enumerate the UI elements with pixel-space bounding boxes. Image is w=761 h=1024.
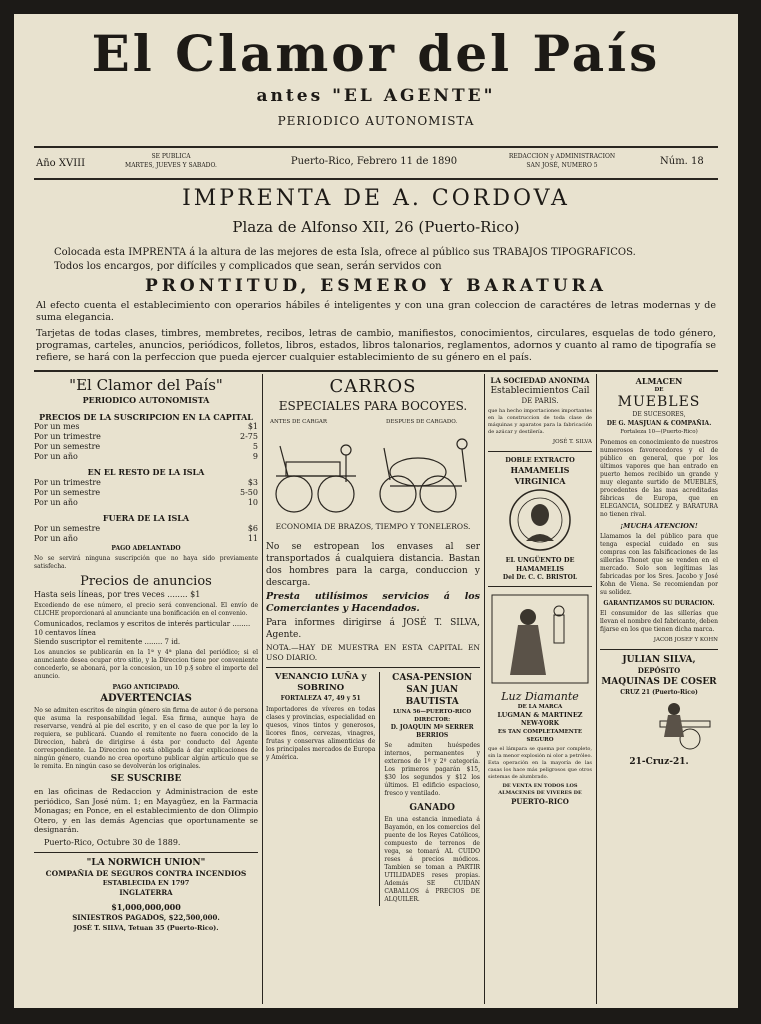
pension-title: CASA-PENSION bbox=[392, 673, 473, 683]
carros-especiales: ESPECIALES PARA BOCOYES. bbox=[278, 399, 468, 413]
imprenta-line3: Al efecto cuenta el establecimiento con operarios hábiles é inteligentes y con una gran coleccion de caractéres de letras modernas y de suma elegancia. bbox=[36, 300, 716, 323]
norwich-established: ESTABLECIDA EN 1797 bbox=[102, 878, 190, 887]
lamp-woman-illustration bbox=[488, 591, 592, 687]
newspaper-subtitle: antes "EL AGENTE" bbox=[256, 86, 496, 106]
divider bbox=[266, 667, 480, 668]
bristol-name: Del Dr. C. C. BRISTOL bbox=[502, 574, 578, 581]
no-sirve-note: No se servirá ninguna suscripción que no haya sido previamente satisfecha. bbox=[34, 555, 258, 570]
price-row bbox=[34, 432, 258, 442]
column-carros bbox=[266, 376, 480, 1004]
cruz-footer: 21-Cruz-21. bbox=[629, 757, 689, 767]
price-label: Por un trimestre bbox=[34, 478, 101, 487]
divider bbox=[34, 852, 258, 853]
deposito: DEPÓSITO bbox=[637, 666, 681, 675]
price-row bbox=[34, 478, 258, 488]
divider bbox=[488, 586, 592, 587]
price-value: 5 bbox=[252, 442, 258, 451]
capital-prices-title: PRECIOS DE LA SUSCRIPCION EN LA CAPITAL bbox=[39, 412, 253, 422]
norwich-capital: $1,000,000,000 bbox=[111, 901, 181, 912]
place-date: Puerto-Rico, Febrero 11 de 1890 bbox=[290, 156, 458, 167]
lugman-name: LUGMAN & MARTINEZ bbox=[497, 711, 583, 719]
office-address: REDACCION y ADMINISTRACION SAN JOSÉ, NUMERO 5 bbox=[508, 153, 616, 169]
price-row bbox=[34, 452, 258, 462]
price-row bbox=[34, 534, 258, 544]
cruz-address: CRUZ 21 (Puerto-Rico) bbox=[620, 689, 698, 696]
pension-ad bbox=[380, 672, 480, 906]
suscribe-title: SE SUSCRIBE bbox=[110, 774, 182, 784]
isla-prices-title: EN EL RESTO DE LA ISLA bbox=[87, 467, 205, 477]
venancio-address: FORTALEZA 47, 49 y 51 bbox=[280, 695, 361, 702]
muebles-text: Ponemos en conocimiento de nuestros numerosos favorecedores y el de público en general, que por los últimos vapores que han entrado en puerto hemos recibido un grande y muy elegante surtido de MUEBLES, procedentes de las mas acreditadas fábricas de Europa, que en ELEGANCIA, SOLIDEZ y BARATURA no tienen rival. bbox=[600, 439, 718, 518]
anuncios-text: Excediendo de ese número, el precio será convencional. El envío de CLICHE proporcionará al anunciante una bonificación en el convenio. bbox=[34, 602, 258, 617]
norwich-country: INGLATERRA bbox=[119, 887, 173, 897]
norwich-company: COMPAÑIA DE SEGUROS CONTRA INCENDIOS bbox=[45, 868, 247, 878]
newspaper-page bbox=[14, 14, 738, 1008]
masthead-rule-bottom bbox=[34, 178, 718, 180]
column-ads bbox=[488, 376, 592, 1004]
column-subscription bbox=[34, 376, 258, 1004]
price-value: $6 bbox=[247, 524, 258, 533]
issue-number: Núm. 18 bbox=[660, 156, 704, 167]
venancio-ad bbox=[266, 672, 380, 906]
anuncios-title: Precios de anuncios bbox=[80, 574, 212, 589]
julian-title: JULIAN SILVA, bbox=[622, 655, 696, 665]
column-rule-3 bbox=[596, 374, 597, 1004]
imprenta-line2: Todos los encargos, por difíciles y complicados que sean, serán servidos con bbox=[54, 261, 442, 272]
carros-captions bbox=[266, 414, 480, 432]
suscriptor-remitente: Siendo suscriptor el remitente ........ 7 id. bbox=[34, 638, 181, 646]
almacen-title: ALMACEN bbox=[635, 376, 683, 386]
price-label: Por un semestre bbox=[34, 442, 101, 451]
venta-city: PUERTO-RICO bbox=[511, 797, 569, 806]
publication-days: SE PUBLICA MARTES, JUEVES Y SABADO. bbox=[125, 153, 217, 169]
price-value: 11 bbox=[247, 534, 258, 543]
fuera-prices-title: FUERA DE LA ISLA bbox=[102, 513, 190, 523]
price-value: 2-75 bbox=[240, 432, 258, 441]
imprenta-address: Plaza de Alfonso XII, 26 (Puerto-Rico) bbox=[232, 218, 520, 236]
sociedad-text: que ha hecho importaciones importantes en la construccion de toda clase de máquinas y aparatos para la fabricación de azúcar y destilería. bbox=[488, 408, 592, 435]
price-label: Por un semestre bbox=[34, 524, 101, 533]
luz-text: que el lámpara se quema por completo, sin la menor explosión ni olor a petróleo. Esta operación en la mayoría de las casas los hace más peligrosos que otros sistemas de alumbrado. bbox=[488, 746, 592, 780]
price-row bbox=[34, 488, 258, 498]
antes-label: ANTES DE CARGAR bbox=[270, 419, 327, 425]
anuncios-rules: Los anuncios se publicarán en la 1ª y 4ª plana del periódico; si el anunciante desea ocupar otro sitio, y la Direccion tiene por conveniente concederlo, se abonará, por la concesion, un 10 p.§ sobre el importe del anuncio. bbox=[34, 649, 258, 680]
pago-anticipado: PAGO ANTICIPADO. bbox=[112, 684, 180, 691]
pension-name: SAN JUAN BAUTISTA bbox=[405, 685, 459, 707]
imprenta-motto: PRONTITUD, ESMERO Y BARATURA bbox=[145, 276, 607, 296]
economia: ECONOMIA DE BRAZOS, TIEMPO Y TONELEROS. bbox=[275, 522, 471, 531]
price-row bbox=[34, 498, 258, 508]
newspaper-tagline: PERIODICO AUTONOMISTA bbox=[277, 114, 475, 128]
advertencias-text: No se admiten escritos de ningún género sin firma de autor ó de persona que asuma la responsabilidad legal. Esa firma, aunque haya de reservarse, vendrá al pie del escrito, y en el caso de que por la ley lo requiera, se publicará. Cuando el remitente no fuera conocido de la Direccion, habrá de dirigirse á ésta por conducto del Agente correspondiente. La Direccion no está obligada á dar explicaciones de ningún género, cuando no crea oportuno publicar algún artículo que se le remita. En ningún caso se devolverán los originales. bbox=[34, 707, 258, 770]
price-label: Por un semestre bbox=[34, 488, 101, 497]
masjuan: DE G. MASJUAN & COMPAÑIA. bbox=[606, 420, 712, 427]
carros-informes: Para informes dirigirse á JOSÉ T. SILVA, Agente. bbox=[266, 618, 480, 640]
carros-text1: No se estropean los envases al ser transportados á cualquiera distancia. Bastan dos hombres para la carga, conduccion y descarga. bbox=[266, 542, 480, 588]
divider bbox=[600, 649, 718, 650]
masthead-rule-top bbox=[34, 146, 718, 148]
doble-extracto: DOBLE EXTRACTO bbox=[505, 456, 575, 464]
price-value: $3 bbox=[247, 478, 258, 487]
pension-director-label: DIRECTOR: bbox=[414, 717, 451, 723]
cail-title: Establecimientos Cail bbox=[490, 386, 590, 396]
price-label: Por un año bbox=[34, 498, 78, 507]
carros-title: CARROS bbox=[329, 376, 417, 397]
sociedad-title: LA SOCIEDAD ANONIMA bbox=[490, 376, 590, 385]
venancio-text: Importadores de víveres en todas clases y provincias, especialidad en quesos, vinos tintos y generosos, licores finos, cervezas, vinagres, frutas y conservas alimenticias de los principales mercados de Europa y América. bbox=[266, 706, 376, 761]
imprenta-line1: Colocada esta IMPRENTA á la altura de las mejores de esta Isla, ofrece al público sus TRABAJOS TIPOGRAFICOS. bbox=[54, 247, 636, 258]
duracion-title: GARANTIZAMOS SU DURACION. bbox=[603, 600, 715, 607]
price-row bbox=[34, 442, 258, 452]
duracion-text: El consumidor de las sillerías que llevan el nombre del fabricante, deben fijarse en los que tienen dicha marca. bbox=[600, 610, 718, 633]
venta-text: DE VENTA EN TODOS LOS ALMACENES DE VIVERES DE bbox=[498, 783, 582, 796]
column-rule-1 bbox=[262, 374, 263, 1004]
venancio-title: VENANCIO LUÑA y SOBRINO bbox=[274, 672, 367, 693]
hamamelis-title: HAMAMELIS VIRGINICA bbox=[510, 465, 570, 486]
ganado-title: GANADO bbox=[409, 803, 455, 813]
col1-head: "El Clamor del País" bbox=[69, 376, 223, 394]
price-value: 9 bbox=[252, 452, 258, 461]
section-rule bbox=[34, 370, 718, 372]
anuncios-line: Hasta seis líneas, por tres veces ........ $1 bbox=[34, 590, 201, 599]
newspaper-title: El Clamor del País bbox=[91, 24, 661, 83]
price-label: Por un año bbox=[34, 452, 78, 461]
norwich-title: "LA NORWICH UNION" bbox=[86, 857, 206, 868]
dateline: Puerto-Rico, Octubre 30 de 1889. bbox=[44, 837, 181, 847]
comunicados: Comunicados, reclamos y escritos de interés particular ........ 10 centavos línea bbox=[34, 620, 251, 637]
price-row bbox=[34, 422, 258, 432]
price-row bbox=[34, 524, 258, 534]
muebles-address: Fortaleza 10—(Puerto-Rico) bbox=[620, 429, 698, 435]
ganado-text: En una estancia inmediata á Bayamón, en los comercios del puente de los Reyes Católicos, compuesto de terrenos de vega, se tomará AL CUIDO reses á precios módicos. Tambien se toman a PARTIR UTILIDADES reses propias. Además SE CUIDAN CABALLOS á PRECIOS DE ALQUILER. bbox=[384, 816, 480, 903]
divider bbox=[488, 451, 592, 452]
atencion-title: ¡MUCHA ATENCION! bbox=[620, 522, 698, 530]
bristol-portrait-seal bbox=[488, 487, 592, 553]
kohn-signature: JACOB JOSEF Y KOHN bbox=[653, 637, 718, 643]
unguento-title: EL UNGÜENTO DE HAMAMELIS bbox=[505, 556, 575, 573]
advertencias-title: ADVERTENCIAS bbox=[100, 693, 192, 704]
pension-address: LUNA 56—PUERTO-RICO bbox=[393, 709, 472, 715]
suscribe-text: en las oficinas de Redaccion y Administracion de este periódico, San José núm. 1; en Mayagüez, en la Farmacia Monagas; en Ponce, en el establecimiento de don Olimpio Otero, y en las demás Agencias que oportunamente se designarán. bbox=[34, 787, 258, 834]
muebles-title: MUEBLES bbox=[617, 394, 701, 410]
sociedad-signature: JOSÉ T. SILVA bbox=[552, 439, 592, 445]
issue-year: Año XVIII bbox=[36, 158, 86, 169]
carros-text2: Presta utilísimos servicios á los Comerciantes y Hacendados. bbox=[266, 591, 480, 614]
carros-nota: NOTA.—HAY DE MUESTRA EN ESTA CAPITAL EN USO DIARIO. bbox=[266, 643, 480, 662]
imprenta-title: IMPRENTA DE A. CORDOVA bbox=[182, 186, 570, 211]
sewing-machine-illustration bbox=[600, 697, 718, 753]
price-label: Por un mes bbox=[34, 422, 80, 431]
norwich-agent: JOSÉ T. SILVA, Tetuan 35 (Puerto-Rico). bbox=[73, 923, 219, 932]
cart-illustration bbox=[266, 432, 480, 518]
column-rule-2 bbox=[484, 374, 485, 1004]
pago-adelantado: PAGO ADELANTADO bbox=[111, 545, 181, 552]
luz-marca: DE LA MARCA bbox=[517, 704, 563, 710]
col1-sub: PERIODICO AUTONOMISTA bbox=[82, 395, 210, 405]
cail-paris: DE PARIS. bbox=[521, 397, 559, 405]
price-value: 10 bbox=[247, 498, 258, 507]
pension-text: Se admiten huéspedes internos, permanentes y externos de 1º y 2º categoría. Los primeros pagarán $15, $30 los segundos y $12 los últimos. El edificio espacioso, fresco y ventilado. bbox=[384, 742, 480, 797]
norwich-siniestros: SINIESTROS PAGADOS, $22,500,000. bbox=[72, 912, 220, 922]
lugman-city: NEW-YORK bbox=[520, 720, 559, 727]
atencion-text: Llamamos la del público para que tenga especial cuidado en sus compras con las falsificaciones de las sillerías Thonet que se venden en el mercado. Solo son legítimas las fabricadas por los Sres. Jacobo y José Kohn de Viena. Se recomiendan por su solidez. bbox=[600, 533, 718, 596]
maquinas-title: MAQUINAS DE COSER bbox=[601, 677, 717, 687]
price-label: Por un trimestre bbox=[34, 432, 101, 441]
luz-title: Luz Diamante bbox=[501, 690, 579, 703]
price-value: $1 bbox=[247, 422, 258, 431]
sucesores: DE SUCESORES, bbox=[632, 411, 686, 418]
column-muebles bbox=[600, 376, 718, 1004]
imprenta-line4: Tarjetas de todas clases, timbres, membretes, recibos, letras de cambio, manifiestos, conocimientos, circulares, esquelas de todo género, programas, carteles, anuncios, periódicos, folletos, libros, estados, libros talonarios, reglamentos, adornos y cuanto al ramo de tipografía se refiere, se hará con la perfeccion que pueda ejercer cualquier establecimiento de su género en el país. bbox=[36, 328, 716, 363]
price-label: Por un año bbox=[34, 534, 78, 543]
price-value: 5-50 bbox=[240, 488, 258, 497]
pension-director: D. JOAQUIN Mª SERRER BERRIOS bbox=[390, 724, 474, 739]
almacen-de: DE bbox=[654, 387, 664, 393]
despues-label: DESPUES DE CARGADO. bbox=[386, 419, 458, 425]
luz-seguro: ES TAN COMPLETAMENTE SEGURO bbox=[497, 729, 583, 743]
